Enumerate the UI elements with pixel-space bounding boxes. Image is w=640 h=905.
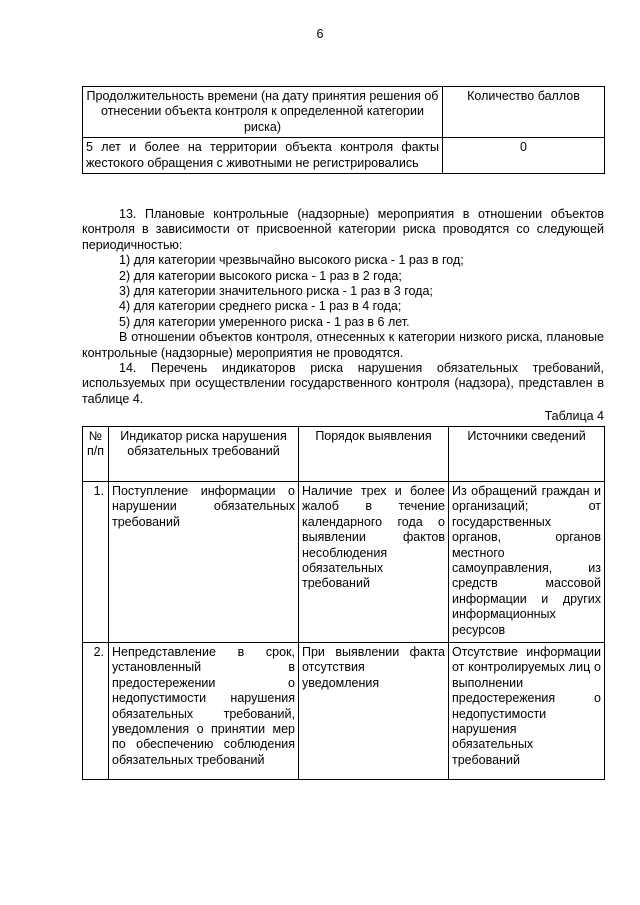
row-number: 2. bbox=[83, 643, 109, 780]
table-cell: Отсутствие информации от контролируемых лиц о выполнении предостережения о недопустимости нарушения обязательных требований bbox=[449, 643, 605, 780]
table-header-cell: Индикатор риска нарушения обязательных требований bbox=[109, 427, 299, 482]
table-cell: 0 bbox=[443, 138, 605, 174]
table-header-row bbox=[83, 427, 605, 482]
list-item: 5) для категории умеренного риска - 1 раз в 6 лет. bbox=[119, 314, 410, 329]
table-header-cell: Источники сведений bbox=[449, 427, 605, 482]
table-row bbox=[83, 138, 605, 174]
paragraph-14: 14. Перечень индикаторов риска нарушения обязательных требований, используемых при осуществлении государственного контроля (надзора), представлен в таблице 4. bbox=[82, 361, 604, 406]
risk-duration-table bbox=[82, 86, 605, 174]
paragraph-13: 13. Плановые контрольные (надзорные) мероприятия в отношении объектов контроля в зависимости от присвоенной категории риска проводятся со следующей периодичностью: bbox=[82, 207, 604, 252]
list-item: 2) для категории высокого риска - 1 раз в 2 года; bbox=[119, 268, 402, 283]
page-number: 6 bbox=[316, 27, 324, 41]
table-cell: Поступление информации о нарушении обязательных требований bbox=[109, 482, 299, 643]
list-item: 1) для категории чрезвычайно высокого риска - 1 раз в год; bbox=[119, 253, 464, 268]
list-item: 4) для категории среднего риска - 1 раз в 4 года; bbox=[119, 299, 402, 314]
table-row bbox=[83, 643, 605, 780]
risk-indicators-table bbox=[82, 426, 605, 780]
table-cell: Непредставление в срок, установленный в предостережении о недопустимости нарушения обязательных требований, уведомления о принятии мер по обеспечению соблюдения обязательных требований bbox=[109, 643, 299, 780]
table-cell: При выявлении факта отсутствия уведомления bbox=[299, 643, 449, 780]
table-header-cell: № п/п bbox=[83, 427, 109, 482]
body-text bbox=[82, 207, 604, 407]
table-cell: Наличие трех и более жалоб в течение календарного года о выявлении фактов несоблюдения обязательных требований bbox=[299, 482, 449, 643]
table-header-cell: Количество баллов bbox=[443, 87, 605, 138]
table-header-row bbox=[83, 87, 605, 138]
table-header-cell: Порядок выявления bbox=[299, 427, 449, 482]
table-header-cell: Продолжительность времени (на дату принятия решения об отнесении объекта контроля к определенной категории риска) bbox=[83, 87, 443, 138]
table-row bbox=[83, 482, 605, 643]
list-item: 3) для категории значительного риска - 1 раз в 3 года; bbox=[119, 284, 433, 299]
row-number: 1. bbox=[83, 482, 109, 643]
paragraph-low-risk: В отношении объектов контроля, отнесенных к категории низкого риска, плановые контрольные (надзорные) мероприятия не проводятся. bbox=[82, 330, 604, 360]
table-caption: Таблица 4 bbox=[544, 409, 604, 423]
table-cell: 5 лет и более на территории объекта контроля факты жестокого обращения с животными не регистрировались bbox=[83, 138, 443, 174]
table-cell: Из обращений граждан и организаций; от государственных органов, органов местного самоуправления, из средств массовой информации и других информационных ресурсов bbox=[449, 482, 605, 643]
